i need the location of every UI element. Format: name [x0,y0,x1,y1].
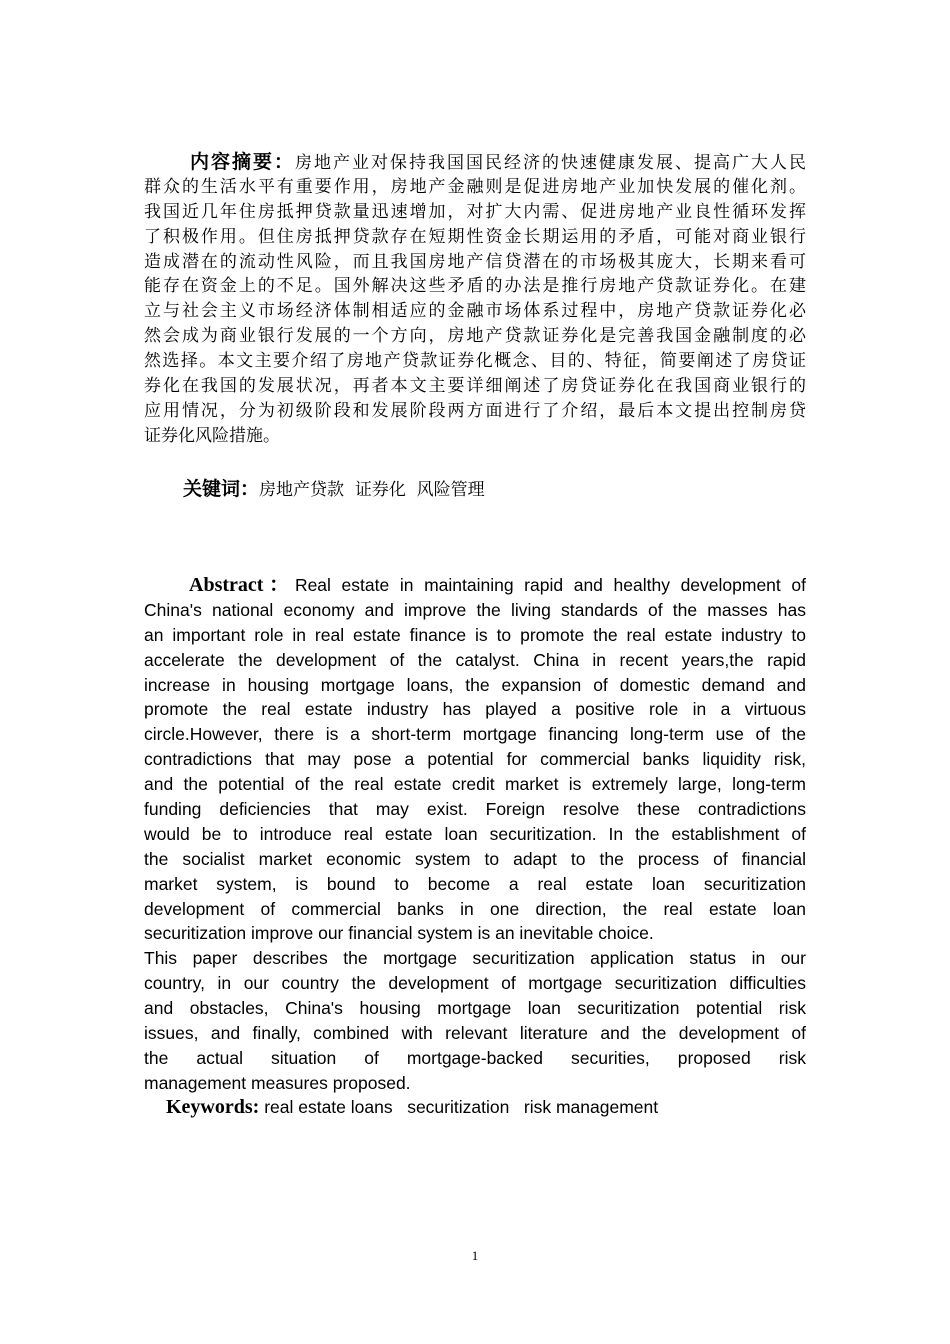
abstract-line-text: 证券化风险措施。 [144,425,280,446]
abstract-line [144,722,806,747]
abstract-line-text: contradictions that may pose a potential for commercial banks liquidity risk, [144,749,806,770]
abstract-line [144,399,806,424]
abstract-line [144,872,806,897]
abstract-line-text: 了积极作用。但住房抵押贷款存在短期性资金长期运用的矛盾，可能对商业银行 [144,226,806,247]
abstract-line-text: 能存在资金上的不足。国外解决这些矛盾的办法是推行房地产贷款证券化。在建 [144,276,806,297]
abstract-line-text: and the potential of the real estate credit market is extremely large, long-term [144,774,806,795]
abstract-line [144,324,806,349]
abstract-line-text: the actual situation of mortgage-backed securities, proposed risk [144,1047,806,1068]
chinese-keywords-label: 关键词： [183,478,260,500]
abstract-line-text: accelerate the development of the catalyst. China in recent years,the rapid [144,649,806,670]
abstract-line-text: 券化在我国的发展状况，再者本文主要详细阐述了房贷证券化在我国商业银行的 [144,376,806,397]
abstract-line [144,772,806,797]
abstract-line [144,971,806,996]
abstract-line [144,225,806,250]
abstract-line-text: issues, and finally, combined with relevant literature and the development of [144,1023,806,1044]
abstract-line [144,697,806,722]
abstract-line [144,747,806,772]
abstract-line [144,1071,806,1096]
abstract-line-text: 我国近几年住房抵押贷款量迅速增加，对扩大内需、促进房地产业良性循环发挥 [144,201,806,222]
abstract-line-text: This paper describes the mortgage securitization application status in our [144,948,806,969]
english-keywords-text: real estate loans securitization risk management [259,1097,659,1117]
abstract-line-text: an important role in real estate finance is to promote the real estate industry to [144,624,806,645]
english-keywords [166,1096,658,1119]
abstract-line-text: securitization improve our financial system is an inevitable choice. [144,923,654,944]
abstract-line-text: circle.However, there is a short-term mortgage financing long-term use of the [144,724,806,745]
abstract-line-text: 群众的生活水平有重要作用，房地产金融则是促进房地产业加快发展的催化剂。 [144,176,806,197]
abstract-line [144,424,806,449]
abstract-line [144,797,806,822]
abstract-line-text: 房地产业对保持我国国民经济的快速健康发展、提高广大人民 [295,153,806,173]
abstract-line [144,274,806,299]
abstract-line-text: funding deficiencies that may exist. Foreign resolve these contradictions [144,799,806,820]
abstract-line [144,1046,806,1071]
chinese-keywords [183,474,485,501]
abstract-line-text: China's national economy and improve the living standards of the masses has [144,599,806,620]
abstract-line [144,921,806,946]
abstract-line [144,175,806,200]
chinese-abstract-label: 内容摘要： [190,151,295,173]
abstract-line-text: the socialist market economic system to adapt to the process of financial [144,848,806,869]
abstract-line [144,996,806,1021]
abstract-line [144,897,806,922]
abstract-line [144,150,806,175]
abstract-line [144,598,806,623]
english-keywords-label: Keywords: [166,1096,260,1118]
abstract-line [144,349,806,374]
abstract-line-text: development of commercial banks in one direction, the real estate loan [144,898,806,919]
abstract-line-text: market system, is bound to become a real estate loan securitization [144,873,806,894]
abstract-line-text: management measures proposed. [144,1072,411,1093]
abstract-line-text: country, in our country the development of mortgage securitization difficulties [144,973,806,994]
abstract-line [144,822,806,847]
abstract-line [144,573,806,598]
abstract-line [144,623,806,648]
abstract-line-text: Real estate in maintaining rapid and healthy development of [294,575,806,595]
abstract-line [144,648,806,673]
english-abstract-label: Abstract： [189,574,295,596]
abstract-line [144,847,806,872]
abstract-line [144,374,806,399]
abstract-line-text: increase in housing mortgage loans, the expansion of domestic demand and [144,674,806,695]
abstract-line-text: 应用情况，分为初级阶段和发展阶段两方面进行了介绍，最后本文提出控制房贷 [144,400,806,421]
abstract-line-text: would be to introduce real estate loan securitization. In the establishment of [144,823,806,844]
english-abstract [144,573,806,1096]
abstract-line-text: 然选择。本文主要介绍了房地产贷款证券化概念、目的、特征，简要阐述了房贷证 [144,351,806,372]
chinese-abstract [144,150,806,449]
abstract-line [144,946,806,971]
page-number: 1 [471,1248,479,1263]
abstract-line-text: 立与社会主义市场经济体制相适应的金融市场体系过程中，房地产贷款证券化必 [144,301,806,322]
abstract-line [144,299,806,324]
abstract-line [144,673,806,698]
abstract-line [144,200,806,225]
chinese-keywords-text: 房地产贷款 证券化 风险管理 [259,480,485,500]
abstract-line [144,250,806,275]
abstract-line-text: and obstacles, China's housing mortgage loan securitization potential risk [144,998,806,1019]
abstract-line-text: 然会成为商业银行发展的一个方向，房地产贷款证券化是完善我国金融制度的必 [144,326,806,347]
abstract-line-text: promote the real estate industry has played a positive role in a virtuous [144,699,806,720]
abstract-line-text: 造成潜在的流动性风险，而且我国房地产信贷潜在的市场极其庞大，长期来看可 [144,251,806,272]
abstract-line [144,1021,806,1046]
